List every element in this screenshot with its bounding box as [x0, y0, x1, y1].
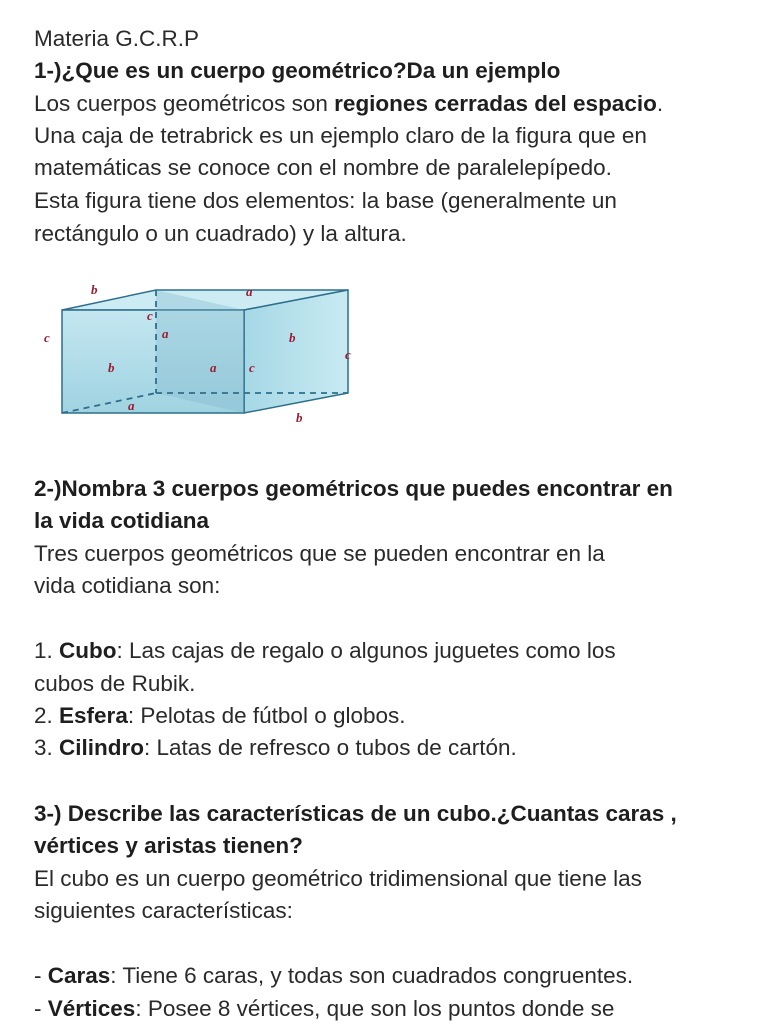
feature-vertices [34, 992, 614, 1025]
answer-1-line-2: Una caja de tetrabrick es un ejemplo claro de la figura que en [34, 123, 647, 148]
label-a-bottom-inner: a [210, 360, 217, 375]
label-c-front-edge: c [249, 360, 255, 375]
label-c-left: c [44, 330, 50, 345]
paralelepipedo-figure [36, 280, 372, 430]
list-item-cilindro [34, 731, 517, 764]
answer-2-line-1: Tres cuerpos geométricos que se pueden encontrar en la [34, 541, 605, 566]
feature-name: Vértices [47, 996, 136, 1021]
list-item-name: Cubo [59, 638, 117, 663]
question-3-title-line-1: 3-) Describe las características de un cubo.¿Cuantas caras , [34, 801, 677, 826]
label-b-bottom: b [296, 410, 303, 425]
list-item-name: Esfera [59, 703, 128, 728]
answer-2-line-2: vida cotidiana son: [34, 573, 221, 598]
label-a-top: a [246, 284, 253, 299]
question-3-title-line-2: vértices y aristas tienen? [34, 833, 303, 858]
list-item-cubo-continued: cubos de Rubik. [34, 671, 196, 696]
answer-1-bold-term: regiones cerradas del espacio [334, 91, 657, 116]
question-1-title: 1-)¿Que es un cuerpo geométrico?Da un ejemplo [34, 58, 561, 83]
feature-text: : Posee 8 vértices, que son los puntos donde se [135, 996, 615, 1021]
answer-1-line-5: rectángulo o un cuadrado) y la altura. [34, 221, 407, 246]
feature-name: Caras [47, 963, 111, 988]
label-c-right: c [345, 347, 351, 362]
subject-header: Materia G.C.R.P [34, 26, 200, 51]
list-item-cubo [34, 634, 616, 667]
list-item-text: : Las cajas de regalo o algunos juguetes como los [116, 638, 616, 663]
list-number: 1. [34, 638, 60, 663]
answer-1-line-3: matemáticas se conoce con el nombre de paralelepípedo. [34, 155, 612, 180]
answer-1-line-4: Esta figura tiene dos elementos: la base (generalmente un [34, 188, 617, 213]
question-2-title-line-1: 2-)Nombra 3 cuerpos geométricos que puedes encontrar en [34, 476, 673, 501]
feature-caras [34, 959, 633, 992]
list-item-name: Cilindro [59, 735, 145, 760]
box-diagonal-section [156, 290, 244, 413]
list-number: 3. [34, 735, 60, 760]
label-b-side: b [289, 330, 296, 345]
list-item-esfera [34, 699, 406, 732]
answer-3-line-2: siguientes características: [34, 898, 293, 923]
answer-1-line-1 [34, 87, 663, 120]
label-b-top: b [91, 282, 98, 297]
feature-dash: - [34, 996, 48, 1021]
label-a-inner: a [162, 326, 169, 341]
feature-text: : Tiene 6 caras, y todas son cuadrados congruentes. [110, 963, 634, 988]
box-side-face [244, 290, 348, 413]
list-number: 2. [34, 703, 60, 728]
feature-dash: - [34, 963, 48, 988]
answer-1-text: Los cuerpos geométricos son [34, 91, 335, 116]
label-c-inner: c [147, 308, 153, 323]
label-b-bottom-inner: b [108, 360, 115, 375]
question-2-title-line-2: la vida cotidiana [34, 508, 210, 533]
answer-3-line-1: El cubo es un cuerpo geométrico tridimensional que tiene las [34, 866, 642, 891]
answer-1-period: . [656, 91, 664, 116]
label-a-bottom: a [128, 398, 135, 413]
list-item-text: : Latas de refresco o tubos de cartón. [144, 735, 517, 760]
list-item-text: : Pelotas de fútbol o globos. [127, 703, 406, 728]
